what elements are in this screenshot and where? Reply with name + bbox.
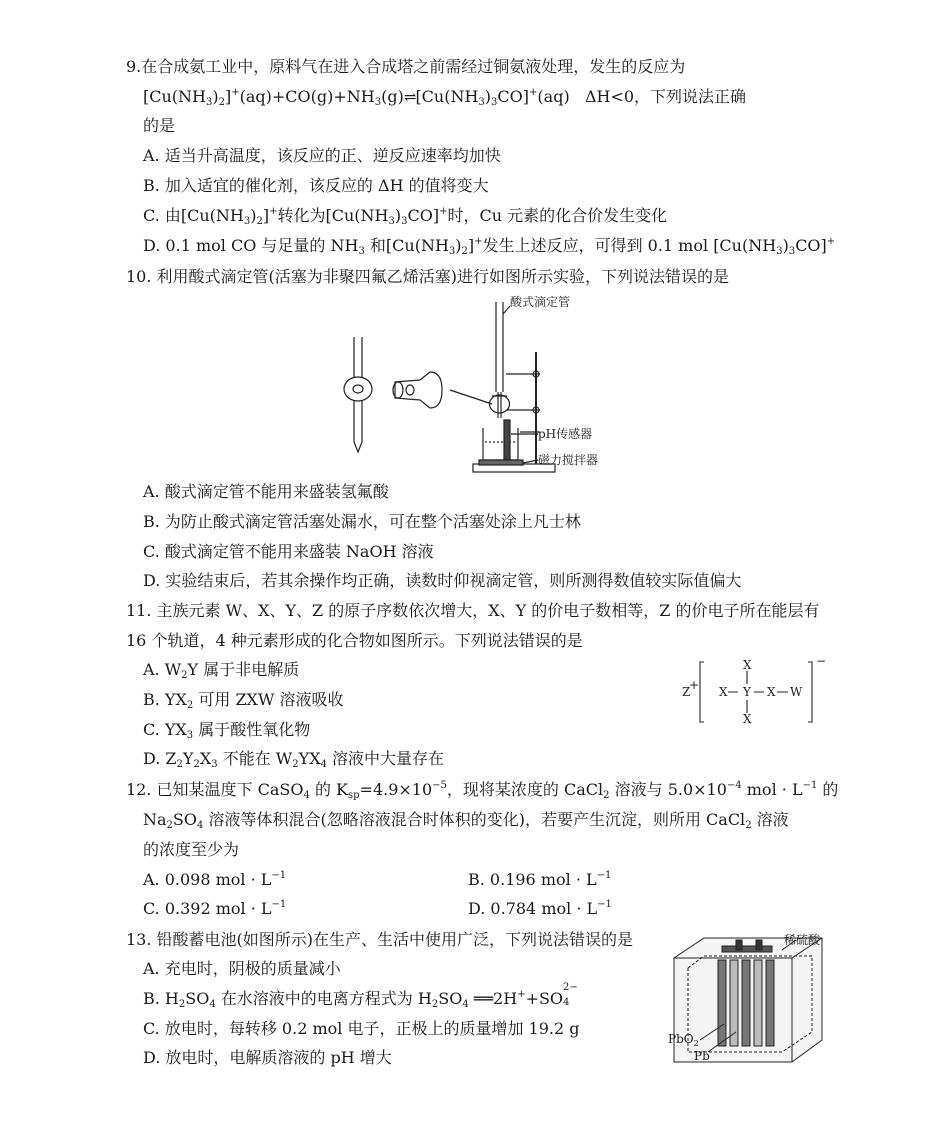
stopcock-body <box>344 377 372 401</box>
q13-option-c: C. 放电时，每转移 0.2 mol 电子，正极上的质量增加 19.2 g <box>143 1019 580 1038</box>
burette-tube-left <box>354 337 362 377</box>
zoom-pointer-line <box>450 390 492 404</box>
q13-stem: 13. 铅酸蓄电池(如图所示)在生产、生活中使用广泛，下列说法错误的是 <box>126 930 634 949</box>
anion-charge: − <box>816 656 826 668</box>
q12-option-d: D. 0.784 mol · $L^{-1}$ <box>468 899 612 918</box>
atom-x-bottom: X <box>743 712 752 726</box>
q9-option-c: C. 由$[Cu(NH_3)_2]^+$转化为$[Cu(NH_3)_3CO]^+$时，Cu 元素的化合价发生变化 <box>143 206 668 227</box>
stopcock-plug <box>395 372 442 408</box>
burette-tube <box>496 302 503 392</box>
terminal-bar <box>722 946 772 952</box>
atom-x-left: X <box>719 685 728 699</box>
q10-stem: 10. 利用酸式滴定管(活塞为非聚四氟乙烯活塞)进行如图所示实验，下列说法错误的是 <box>126 267 730 286</box>
equilibrium-arrow: ⇌ <box>403 88 416 106</box>
stirrer-label: 磁力搅拌器 <box>538 453 599 467</box>
q13-option-d: D. 放电时，电解质溶液的 pH 增大 <box>143 1048 392 1067</box>
q11-structure-figure <box>676 656 826 728</box>
pb-label: Pb <box>694 1049 710 1063</box>
ph-sensor-label: pH传感器 <box>538 427 593 441</box>
q12-option-b: B. 0.196 mol · $L^{-1}$ <box>468 870 612 889</box>
beaker <box>483 428 518 460</box>
q11-option-c: C. $YX_3$ 属于酸性氧化物 <box>143 720 311 741</box>
ph-sensor-probe <box>504 420 510 460</box>
burette-label-leader <box>503 306 510 314</box>
q10-option-d: D. 实验结束后，若其余操作均正确，读数时仰视滴定管，则所测得数值较实际值偏大 <box>143 571 742 590</box>
q12-option-a: A. 0.098 mol · $L^{-1}$ <box>143 870 287 889</box>
q11-stem-line2: 16 个轨道，4 种元素形成的化合物如图所示。下列说法错误的是 <box>126 631 583 650</box>
plate-3 <box>742 960 750 1046</box>
q11-option-d: D. $Z_2Y_2X_3$ 不能在 $W_2YX_4$ 溶液中大量存在 <box>143 749 445 770</box>
atom-y: Y <box>743 685 751 699</box>
atom-x-right: X <box>767 685 776 699</box>
plate-4 <box>754 960 762 1046</box>
stopcock-hole <box>353 385 363 393</box>
burette-tip-left <box>354 401 362 452</box>
plate-5 <box>766 960 774 1046</box>
q11-option-a: A. $W_2Y$ 属于非电解质 <box>143 660 300 681</box>
q10-option-a: A. 酸式滴定管不能用来盛装氢氟酸 <box>143 482 389 501</box>
q12-stem-line1: 12. 已知某温度下 CaSO$_4$ 的 $K_{sp}=4.9\times 10^{-5}$，现将某浓度的 CaCl$_2$ 溶液与 $5.0\times 10^{-4}$ mol · $L^{-1}$ 的 <box>126 780 839 801</box>
q12-stem-line2: $Na_2SO_4$ 溶液等体积混合(忽略溶液混合时体积的变化)，若要产生沉淀，则所用 CaCl$_2$ 溶液 <box>143 810 789 831</box>
q9-stem-line3: 的是 <box>143 116 176 135</box>
left-bracket <box>700 662 704 722</box>
q12-stem-line3: 的浓度至少为 <box>143 840 240 859</box>
q11-option-b: B. $YX_2$ 可用 ZXW 溶液吸收 <box>143 690 344 711</box>
q11-stem-line1: 11. 主族元素 W、X、Y、Z 的原子序数依次增大，X、Y 的价电子数相等，Z 的价电子所在能层有 <box>126 601 820 620</box>
plate-1 <box>718 960 726 1046</box>
q10-option-b: B. 为防止酸式滴定管活塞处漏水，可在整个活塞处涂上凡士林 <box>143 512 581 531</box>
lead-acid-battery-svg <box>664 928 840 1070</box>
q10-option-c: C. 酸式滴定管不能用来盛装 NaOH 溶液 <box>143 542 434 561</box>
q11-structure-svg <box>676 656 826 728</box>
burette-label: 酸式滴定管 <box>510 295 571 309</box>
cation-z: Z <box>682 685 691 699</box>
right-bracket <box>808 662 812 722</box>
cation-charge: + <box>689 678 700 692</box>
stand-clamps <box>506 374 540 432</box>
q9-option-b: B. 加入适宜的催化剂，该反应的 ΔH 的值将变大 <box>143 176 489 195</box>
atom-x-top: X <box>743 658 752 672</box>
atom-w: W <box>790 685 803 699</box>
acid-label: 稀硫酸 <box>784 933 821 947</box>
titration-apparatus-figure <box>330 292 630 477</box>
q12-option-c: C. 0.392 mol · $L^{-1}$ <box>143 899 287 918</box>
pbo2-label: PbO$_2$ <box>668 1032 699 1048</box>
q13-option-a: A. 充电时，阴极的质量减小 <box>143 959 341 978</box>
terminal-post-1 <box>736 940 742 950</box>
q13-option-b: B. $H_2SO_4$ 在水溶液中的电离方程式为 $H_2SO_4$ ══2H++SO 2− 4 <box>143 982 578 1010</box>
q9-stem-line1: 9.在合成氨工业中，原料气在进入合成塔之前需经过铜氨液处理，发生的反应为 <box>126 57 686 76</box>
magnetic-stirrer <box>479 460 523 465</box>
lead-acid-battery-figure <box>664 928 840 1070</box>
terminal-post-2 <box>756 940 762 950</box>
q9-equation: $[Cu(NH_3)_2]^+(aq)+CO(g)+NH_3(g)\rightleftharpoons[Cu(NH_3)_3CO]^+(aq)$ ΔH<0，下列说法正确 <box>143 87 747 108</box>
zoom-circle <box>490 395 510 413</box>
q9-option-d: D. 0.1 mol CO 与足量的 $NH_3$ 和$[Cu(NH_3)_2]^+$发生上述反应，可得到 0.1 mol $[Cu(NH_3)_3CO]^+$ <box>143 236 836 257</box>
stopcock-plug-hole <box>406 385 414 395</box>
q9-option-a: A. 适当升高温度，该反应的正、逆反应速率均加快 <box>143 146 501 165</box>
titration-apparatus-svg <box>330 292 630 477</box>
